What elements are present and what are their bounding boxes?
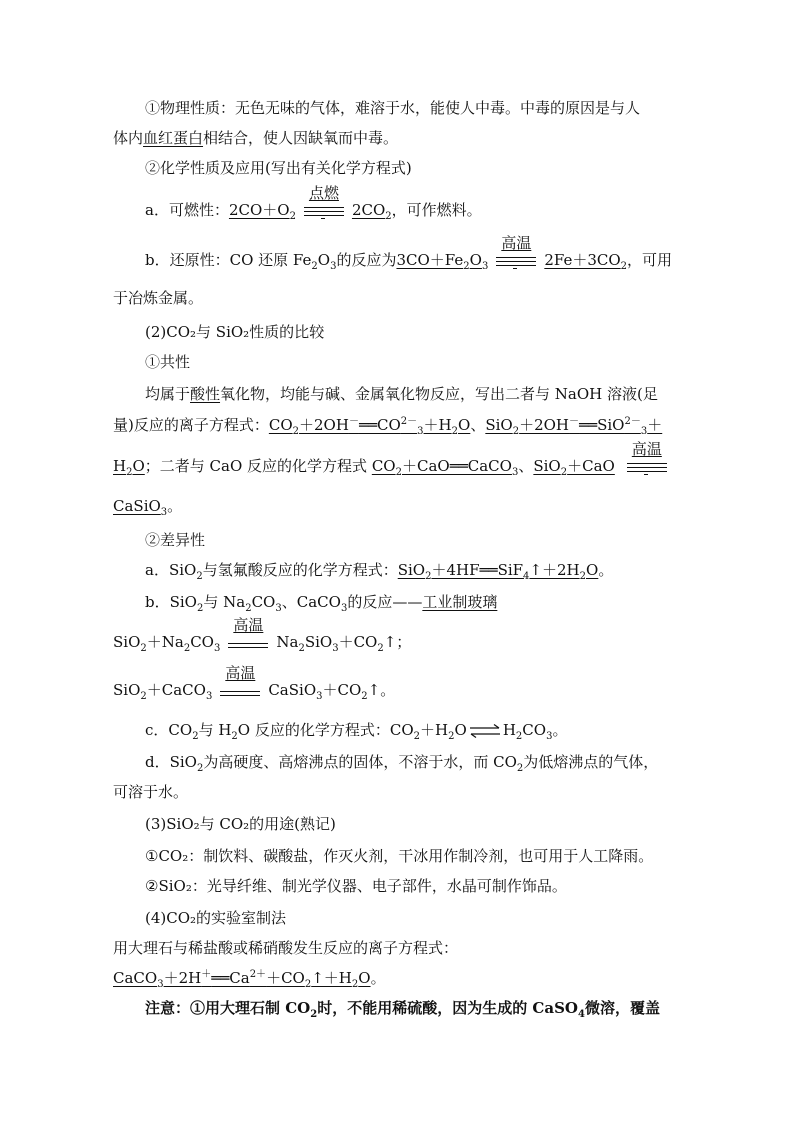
condition-high-temp: 高温 [226,633,270,653]
line-ionic-equations-naoh: 量)反应的离子方程式：$CO_2+2OH^-══CO^{2-}_3+H_2O$、SiO$_2$＋2OH－══SiO$^{2-}_3$＋ [113,416,663,437]
line-reducibility: b．还原性：CO 还原 $Fe_2O_3$的反应为$3CO+Fe_2O_3$ 高温 $2Fe+3CO_2$，可用 [145,234,673,272]
line-acidic-oxides: 均属于酸性氧化物，均能与碱、金属氧化物反应，写出二者与 NaOH 溶液(足 [145,385,658,403]
line-physical-properties: ①物理性质：无色无味的气体，难溶于水，能使人中毒。中毒的原因是与人 [145,99,641,117]
answer-co2-cao: $CO_2+CaO══CaCO_3$ [371,457,519,478]
answer-caco3-acid: $CaCO_3+2H^+══Ca^{2+}+CO_2↑+H_2O$ [113,969,371,990]
line-metallurgy: 于冶炼金属。 [113,289,204,307]
answer-hemoglobin: 血红蛋白 [143,129,204,147]
line-co2-uses: ①CO₂：制饮料、碳酸盐，作灭火剂，干冰用作制冷剂，也可用于人工降雨。 [145,847,654,865]
answer-co-combustion: $2CO+O_2$ 点燃 $2CO_2$ [228,184,392,222]
line-soluble-in-water: 可溶于水。 [113,783,189,801]
line-sio2-uses: ②SiO₂：光导纤维、制光学仪器、电子部件，水晶可制作饰品。 [145,877,567,895]
line-marble-acid: 用大理石与稀盐酸或稀硝酸发生反应的离子方程式： [113,939,459,957]
line-sio2-hf: a．SiO$_2$与氢氟酸反应的化学方程式：$SiO_2+4HF══SiF_4↑+2H_2O$。 [145,561,614,582]
condition-high-temp: 高温 [494,251,538,271]
answer-co2-naoh: $CO_2+2OH^-══CO^{2-}_3+H_2O$ [268,416,471,437]
condition-high-temp: 高温 [218,681,262,701]
line-note: 注意：①用大理石制 $CO_2$时，不能用稀硫酸，因为生成的 CaSO$_4$微溶，覆盖 [145,999,660,1020]
line-flammability: a．可燃性：$2CO+O_2$ 点燃 $2CO_2$，可作燃料。 [145,184,482,222]
heading-common-properties: ①共性 [145,353,191,371]
answer-acidic: 酸性 [190,385,221,403]
heading-co2-sio2-comparison: (2)CO₂与 SiO₂性质的比较 [145,323,325,341]
line-poisoning-cause: 体内血红蛋白相结合，使人因缺氧而中毒。 [113,129,399,147]
reversible-arrow-icon [469,724,501,738]
heading-differences: ②差异性 [145,531,206,549]
line-casio3: CaSiO$_3$。 [113,497,183,518]
equation-sio2-caco3: SiO$_2$＋CaCO$_3$ 高温 $CaSiO_3+CO_2↑$。 [113,664,396,702]
answer-sio2-cao: SiO$_2$＋CaO [533,457,615,478]
condition-ignite: 点燃 [302,201,346,221]
answer-sio2-naoh: SiO$_2$＋2OH－══SiO$^{2-}_3$＋ [485,416,663,437]
heading-lab-preparation: (4)CO₂的实验室制法 [145,909,287,927]
answer-sio2-hf: $SiO_2+4HF══SiF_4↑+2H_2O$ [397,561,599,582]
equation-marble-acid: $CaCO_3+2H^+══Ca^{2+}+CO_2↑+H_2O$。 [113,969,386,990]
condition-high-temp: 高温 [625,457,669,477]
line-glass-making: b．SiO$_2$与 $Na_2CO_3$、CaCO$_3$的反应——工业制玻璃 [145,593,498,614]
answer-co-reduce-fe2o3: $3CO+Fe_2O_3$ 高温 $2Fe+3CO_2$ [396,234,628,272]
heading-uses: (3)SiO₂与 CO₂的用途(熟记) [145,815,336,833]
line-chemical-properties-heading: ②化学性质及应用(写出有关化学方程式) [145,159,412,177]
line-physical-state-difference: d．SiO$_2$为高硬度、高熔沸点的固体，不溶于水，而 $CO_2$为低熔沸点的气体， [145,753,659,774]
line-co2-water: c．$CO_2$与 $H_2O$ 反应的化学方程式：$CO_2+H_2O$ $H_2CO_3$。 [145,721,568,742]
equation-sio2-na2co3: $SiO_2+Na_2CO_3$ 高温 $Na_2SiO_3+CO_2↑$； [113,616,412,654]
line-cao-reactions: $H_2O$；二者与 CaO 反应的化学方程式 $CO_2+CaO══CaCO_3$、SiO$_2$＋CaO 高温 [113,456,675,477]
answer-glass-industry: 工业制玻璃 [422,593,498,611]
answer-water-product: $H_2O$ [113,457,145,478]
